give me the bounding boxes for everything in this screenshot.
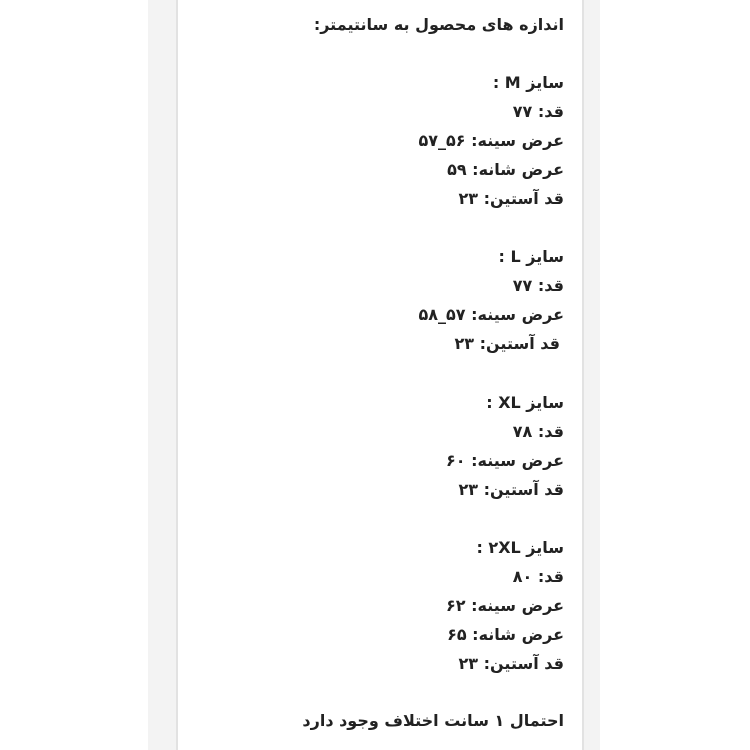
size-xl-chest-width: عرض سینه: ۶۰ [446, 451, 564, 470]
size-m-title: سایز M : [492, 73, 564, 92]
size-2xl-sleeve-length: قد آستین: ۲۳ [458, 654, 564, 673]
size-m-chest-width: عرض سینه: ۵۶_۵۷ [418, 131, 564, 150]
size-l-sleeve-length: قد آستین: ۲۳ [454, 334, 560, 353]
size-2xl-length: قد: ۸۰ [512, 567, 564, 586]
page-title: اندازه های محصول به سانتیمتر: [313, 15, 564, 34]
size-2xl-shoulder-width: عرض شانه: ۶۵ [447, 625, 564, 644]
size-m-length: قد: ۷۷ [512, 102, 564, 121]
size-m-shoulder-width: عرض شانه: ۵۹ [447, 160, 564, 179]
size-2xl-chest-width: عرض سینه: ۶۲ [446, 596, 564, 615]
size-xl-title: سایز XL : [486, 393, 564, 412]
size-l-length: قد: ۷۷ [512, 276, 564, 295]
size-xl-length: قد: ۷۸ [512, 422, 564, 441]
size-xl-sleeve-length: قد آستین: ۲۳ [458, 480, 564, 499]
size-2xl-title: سایز ۲XL : [476, 538, 564, 557]
size-m-sleeve-length: قد آستین: ۲۳ [458, 189, 564, 208]
size-l-chest-width: عرض سینه: ۵۷_۵۸ [418, 305, 564, 324]
tolerance-note: احتمال ۱ سانت اختلاف وجود دارد [302, 711, 564, 730]
size-l-title: سایز L : [498, 247, 564, 266]
